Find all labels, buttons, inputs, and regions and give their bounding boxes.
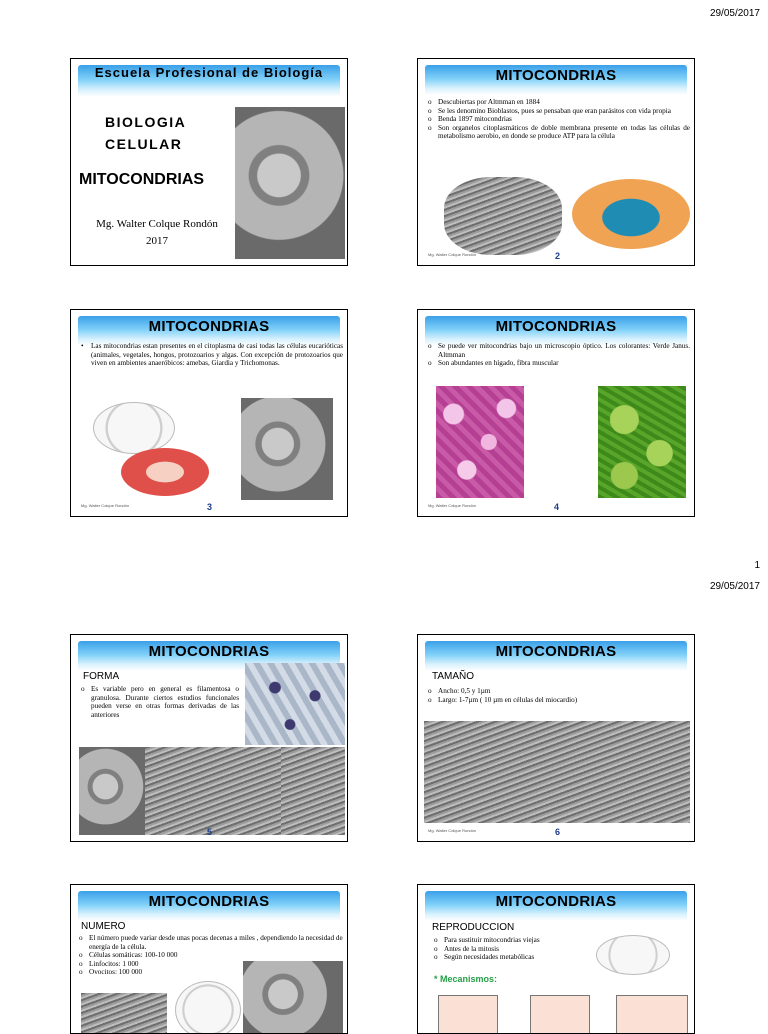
mitochondria-diagram — [572, 179, 690, 249]
micrograph-image — [424, 721, 690, 823]
slide-title: MITOCONDRIAS — [495, 643, 617, 660]
page-date: 29/05/2017 — [709, 581, 760, 592]
slide-number: 3 — [207, 502, 213, 512]
slide-title: MITOCONDRIAS — [148, 643, 270, 660]
slide-1 — [70, 58, 348, 266]
list-item: o Largo: 1-7µm ( 10 µm en células del miocardio) — [428, 696, 690, 705]
list-item: o Se les denomino Bioblastos, pues se pensaban que eran parásitos con vida propia — [428, 107, 690, 116]
slide-number: 4 — [554, 502, 560, 512]
slide-number: 5 — [207, 827, 213, 837]
slide-footer: Mg. Walter Colque Rondón — [81, 503, 130, 508]
list-item: o Se puede ver mitocondrias bajo un microscopio óptico. Los colorantes: Verde Janus. Altmman — [428, 342, 690, 359]
mitochondria-micrograph — [235, 107, 345, 259]
mechanism-image-1 — [438, 995, 498, 1034]
slide-banner — [78, 891, 340, 921]
micrograph-image — [243, 961, 343, 1034]
course-line-1: BIOLOGIA — [105, 114, 187, 130]
course-line-2: CELULAR — [105, 136, 183, 152]
page-date: 29/05/2017 — [709, 8, 760, 19]
school-name: Escuela Profesional de Biología — [94, 65, 324, 80]
slide-7 — [70, 884, 348, 1034]
list-item: o Ancho: 0,5 y 1µm — [428, 687, 690, 696]
list-item: o Son organelos citoplasmáticos de doble membrana presente en todas las células de metabolismo aerobio, en donde se produce ATP para la célula — [428, 124, 690, 141]
cell-sketch — [175, 981, 241, 1034]
mechanisms-label: * Mecanismos: — [434, 974, 498, 984]
slide-title: MITOCONDRIAS — [495, 67, 617, 84]
list-item: o Para sustituir mitocondrias viejas — [434, 936, 604, 945]
topic-title: MITOCONDRIAS — [79, 171, 205, 188]
histology-image — [436, 386, 524, 498]
micrograph-image — [444, 177, 562, 255]
list-item: o Descubiertas por Altmman en 1884 — [428, 98, 690, 107]
stained-tissue-image — [598, 386, 686, 498]
list-item: o Según necesidades metabólicas — [434, 953, 604, 962]
author-name: Mg. Walter Colque Rondón — [96, 218, 218, 230]
slide-3 — [70, 309, 348, 517]
bullet-list — [434, 936, 604, 962]
mitochondria-sketch — [596, 935, 670, 975]
list-item: o Linfocitos: 1 000 — [79, 960, 343, 969]
slide-8 — [417, 884, 695, 1034]
list-item: o Benda 1897 mitocondrias — [428, 115, 690, 124]
micrograph-image — [241, 398, 333, 500]
slide-footer: Mg. Walter Colque Rondón — [428, 828, 477, 833]
slide-2 — [417, 58, 695, 266]
cells-micrograph — [245, 663, 345, 745]
section-heading: FORMA — [83, 671, 120, 682]
bullet-list — [428, 342, 690, 368]
slide-banner — [425, 65, 687, 95]
list-item: o El número puede variar desde unas pocas decenas a miles , dependiendo la necesidad de energía de la célula. — [79, 934, 343, 951]
slide-number: 6 — [555, 827, 561, 837]
mechanism-image-3 — [616, 995, 688, 1034]
slide-banner — [78, 65, 340, 97]
slide-footer: Mg. Walter Colque Rondón — [428, 503, 477, 508]
section-heading: NUMERO — [81, 921, 126, 932]
section-heading: TAMAÑO — [432, 671, 475, 682]
slide-title: MITOCONDRIAS — [148, 893, 270, 910]
micrograph-image — [281, 747, 345, 835]
slide-title: MITOCONDRIAS — [495, 893, 617, 910]
list-item: o Ovocitos: 100 000 — [79, 968, 343, 977]
micrograph-image — [79, 747, 145, 835]
cell-sketch — [93, 402, 175, 454]
bullet-list — [428, 687, 690, 704]
slide-number: 2 — [555, 251, 561, 261]
slide-banner — [425, 641, 687, 671]
section-heading: REPRODUCCION — [432, 922, 515, 933]
slide-4 — [417, 309, 695, 517]
bullet-list — [81, 685, 239, 719]
slide-banner — [425, 891, 687, 921]
micrograph-image — [81, 993, 167, 1033]
mitochondria-diagram — [121, 448, 209, 496]
list-item: o Células somáticas: 100-10 000 — [79, 951, 343, 960]
year: 2017 — [146, 235, 168, 247]
bullet-list — [81, 342, 343, 368]
slide-title: MITOCONDRIAS — [148, 318, 270, 335]
list-item: o Es variable pero en general es filamentosa o granulosa. Durante ciertos estudios funcionales pueden verse en otras formas derivadas de las anteriores — [81, 685, 239, 719]
micrograph-image — [145, 747, 281, 835]
mechanism-image-2 — [530, 995, 590, 1034]
page-number: 1 — [754, 560, 760, 571]
list-item: o Son abundantes en hígado, fibra muscular — [428, 359, 690, 368]
list-item: • Las mitocondrias estan presentes en el citoplasma de casi todas las células eucarióticas (animales, vegetales, hongos, protozoarios y algas. Con excepción de protozoarios que viven en ambientes anaeróbicos: amebas, Giardia y Trichomonas. — [81, 342, 343, 368]
list-item: o Antes de la mitosis — [434, 945, 604, 954]
slide-6 — [417, 634, 695, 842]
bullet-list — [428, 98, 690, 141]
slide-footer: Mg. Walter Colque Rondón — [428, 252, 477, 257]
slide-title: MITOCONDRIAS — [495, 318, 617, 335]
slide-5 — [70, 634, 348, 842]
